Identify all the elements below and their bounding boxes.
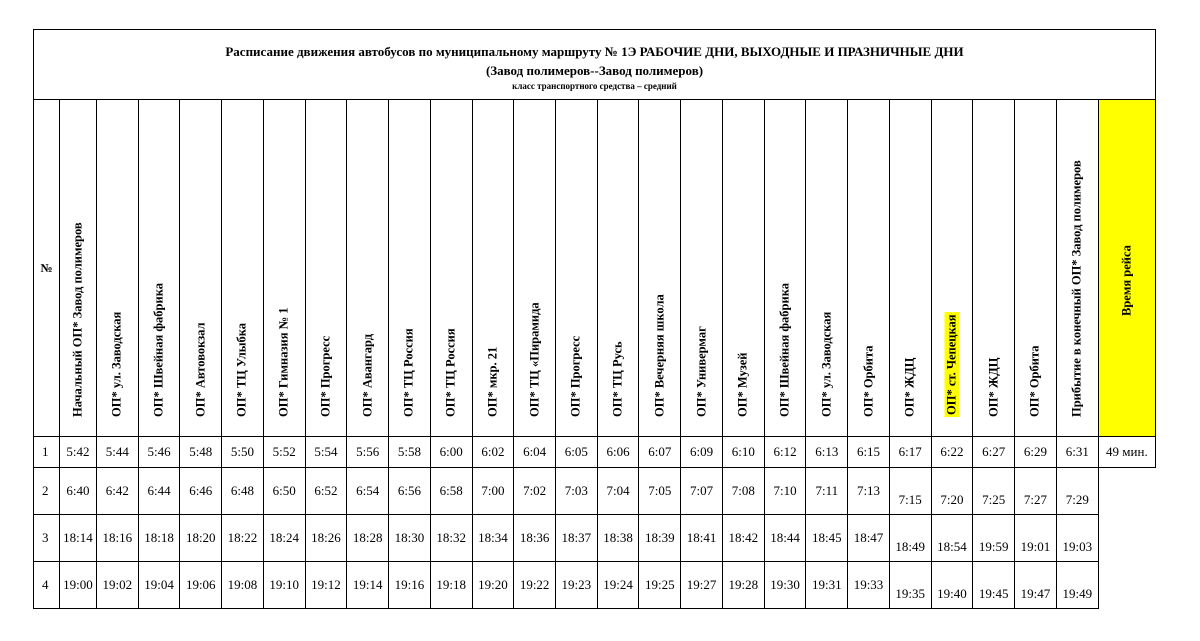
time-cell: 19:01 [1015,515,1057,562]
stop-header [806,100,848,437]
time-cell: 19:10 [263,562,305,609]
stop-header-label: ОП* ТЦ Россия [443,328,458,417]
time-cell: 7:02 [514,468,556,515]
time-cell: 5:46 [138,437,180,468]
stop-header [889,100,931,437]
stop-header [556,100,598,437]
time-cell: 19:14 [347,562,389,609]
time-cell: 7:05 [639,468,681,515]
trip-number: 4 [34,562,60,609]
time-cell: 19:33 [848,562,890,609]
stop-header-label: ОП* Авангард [360,333,375,417]
stop-header-label: ОП* Музей [735,352,750,417]
time-cell: 18:49 [889,515,931,562]
time-cell: 6:44 [138,468,180,515]
stop-header-label: ОП* Орбита [861,345,875,417]
route-name: (Завод полимеров--Завод полимеров) [485,63,704,78]
time-cell: 18:54 [931,515,973,562]
stop-header [96,100,138,437]
time-cell: 6:12 [764,437,806,468]
time-cell: 6:56 [389,468,431,515]
time-cell: 19:03 [1056,515,1098,562]
time-cell: 6:00 [430,437,472,468]
stop-header [138,100,180,437]
time-cell: 18:39 [639,515,681,562]
stop-header-label: ОП* ул. Заводская [109,311,124,417]
time-cell: 7:20 [931,468,973,515]
stop-header-label: ОП* Автовокзал [193,322,208,417]
stop-header-label: ОП* Прогресс [318,335,333,417]
stop-header [931,100,973,437]
stop-header-label: ОП* Прогресс [568,335,583,417]
trip-duration [1098,515,1155,562]
time-cell: 5:44 [96,437,138,468]
time-cell: 18:22 [222,515,264,562]
time-cell: 19:24 [597,562,639,609]
time-cell: 19:40 [931,562,973,609]
time-cell: 19:04 [138,562,180,609]
stop-header [681,100,723,437]
time-cell: 6:22 [931,437,973,468]
trip-number: 2 [34,468,60,515]
time-cell: 6:50 [263,468,305,515]
time-cell: 18:28 [347,515,389,562]
time-cell: 19:02 [96,562,138,609]
stop-header [347,100,389,437]
time-cell: 6:46 [180,468,222,515]
time-cell: 6:07 [639,437,681,468]
stop-header-label: ОП* мкр. 21 [485,346,500,417]
stop-header [973,100,1015,437]
time-cell: 5:54 [305,437,347,468]
time-cell: 18:41 [681,515,723,562]
time-cell: 18:14 [59,515,96,562]
stop-header-label: Начальный ОП* Завод полимеров [70,222,85,417]
trip-duration [1098,562,1155,609]
time-cell: 6:09 [681,437,723,468]
time-cell: 6:15 [848,437,890,468]
schedule-table [33,99,1156,609]
time-cell: 5:52 [263,437,305,468]
time-cell: 18:34 [472,515,514,562]
time-cell: 18:47 [848,515,890,562]
time-cell: 7:03 [556,468,598,515]
stop-header [263,100,305,437]
time-cell: 6:40 [59,468,96,515]
time-cell: 18:36 [514,515,556,562]
trip-time-header-label: Время рейса [1119,245,1134,316]
time-cell: 18:24 [263,515,305,562]
time-cell: 6:17 [889,437,931,468]
time-cell: 6:13 [806,437,848,468]
stop-header-label: ОП* ЖДЦ [986,357,1001,417]
time-cell: 7:27 [1015,468,1057,515]
trip-duration: 49 мин. [1098,437,1155,468]
table-row [34,468,1156,515]
table-row [34,562,1156,609]
stop-header-label: ОП* ул. Заводская [819,311,834,417]
time-cell: 7:08 [722,468,764,515]
time-cell: 19:25 [639,562,681,609]
stop-header-label: ОП* Орбита [1027,345,1042,417]
number-header [34,100,60,437]
time-cell: 19:45 [973,562,1015,609]
vehicle-class: класс транспортного средства – средний [512,81,677,91]
schedule-title: Расписание движения автобусов по муниципальному маршруту № 1Э РАБОЧИЕ ДНИ, ВЫХОДНЫЕ И ПРАЗНИЧНЫЕ ДНИ [225,44,964,59]
trip-duration [1098,468,1155,515]
time-cell: 6:06 [597,437,639,468]
time-cell: 19:06 [180,562,222,609]
time-cell: 18:44 [764,515,806,562]
time-cell: 6:02 [472,437,514,468]
stop-header [597,100,639,437]
stop-header [430,100,472,437]
time-cell: 7:07 [681,468,723,515]
table-row [34,437,1156,468]
stop-header-label: ОП* Швейная фабрика [151,283,166,417]
time-cell: 6:31 [1056,437,1098,468]
time-cell: 7:11 [806,468,848,515]
time-cell: 7:15 [889,468,931,515]
time-cell: 5:56 [347,437,389,468]
time-cell: 19:35 [889,562,931,609]
time-cell: 18:37 [556,515,598,562]
time-cell: 19:20 [472,562,514,609]
time-cell: 18:18 [138,515,180,562]
stop-header [305,100,347,437]
stop-header-label: ОП* ТЦ «Пирамида [527,302,542,417]
time-cell: 7:10 [764,468,806,515]
stop-header [1015,100,1057,437]
time-cell: 6:42 [96,468,138,515]
time-cell: 19:28 [722,562,764,609]
stop-header [389,100,431,437]
stop-header [180,100,222,437]
time-cell: 19:59 [973,515,1015,562]
time-cell: 19:27 [681,562,723,609]
time-cell: 5:50 [222,437,264,468]
stop-header [472,100,514,437]
time-cell: 6:27 [973,437,1015,468]
stop-header [722,100,764,437]
time-cell: 19:00 [59,562,96,609]
time-cell: 19:18 [430,562,472,609]
trip-number: 3 [34,515,60,562]
trip-number: 1 [34,437,60,468]
time-cell: 19:31 [806,562,848,609]
stop-header [764,100,806,437]
time-cell: 19:23 [556,562,598,609]
stop-header-label: ОП* Швейная фабрика [777,283,792,417]
stop-header-label: Прибытие в конечный ОП* Завод полимеров [1069,160,1084,417]
time-cell: 18:45 [806,515,848,562]
time-cell: 18:32 [430,515,472,562]
time-cell: 7:13 [848,468,890,515]
stop-header-label: ОП* ст. Чепецкая [944,314,959,415]
time-cell: 5:42 [59,437,96,468]
time-cell: 6:05 [556,437,598,468]
stop-header-label: ОП* Гимназия № 1 [276,307,291,417]
time-cell: 19:08 [222,562,264,609]
time-cell: 6:58 [430,468,472,515]
stop-header-label: ОП* ТЦ Улыбка [234,322,249,417]
stop-header [59,100,96,437]
number-header-label: № [40,261,53,275]
stop-header-label: ОП* Вечерняя школа [652,294,667,417]
time-cell: 19:30 [764,562,806,609]
time-cell: 19:12 [305,562,347,609]
stop-header-label: ОП* ТЦ Россия [401,328,416,417]
time-cell: 18:26 [305,515,347,562]
time-cell: 19:22 [514,562,556,609]
stop-header-label: ОП* ТЦ Русь [610,341,625,417]
title-block [33,29,1156,100]
trip-time-header [1098,100,1155,437]
time-cell: 6:29 [1015,437,1057,468]
time-cell: 19:47 [1015,562,1057,609]
stop-header [222,100,264,437]
time-cell: 6:48 [222,468,264,515]
stop-header [1056,100,1098,437]
time-cell: 18:30 [389,515,431,562]
time-cell: 5:48 [180,437,222,468]
time-cell: 18:42 [722,515,764,562]
time-cell: 7:04 [597,468,639,515]
stop-header [514,100,556,437]
time-cell: 7:00 [472,468,514,515]
time-cell: 18:16 [96,515,138,562]
time-cell: 18:38 [597,515,639,562]
stop-header-label: ОП* ЖДЦ [902,357,917,417]
time-cell: 6:10 [722,437,764,468]
time-cell: 6:04 [514,437,556,468]
time-cell: 6:54 [347,468,389,515]
stop-header-label: ОП* Универмаг [694,326,709,417]
time-cell: 18:20 [180,515,222,562]
table-row [34,515,1156,562]
header-row [34,100,1156,437]
time-cell: 6:52 [305,468,347,515]
time-cell: 7:29 [1056,468,1098,515]
time-cell: 5:58 [389,437,431,468]
time-cell: 7:25 [973,468,1015,515]
stop-header [639,100,681,437]
time-cell: 19:16 [389,562,431,609]
stop-header [848,100,890,437]
time-cell: 19:49 [1056,562,1098,609]
